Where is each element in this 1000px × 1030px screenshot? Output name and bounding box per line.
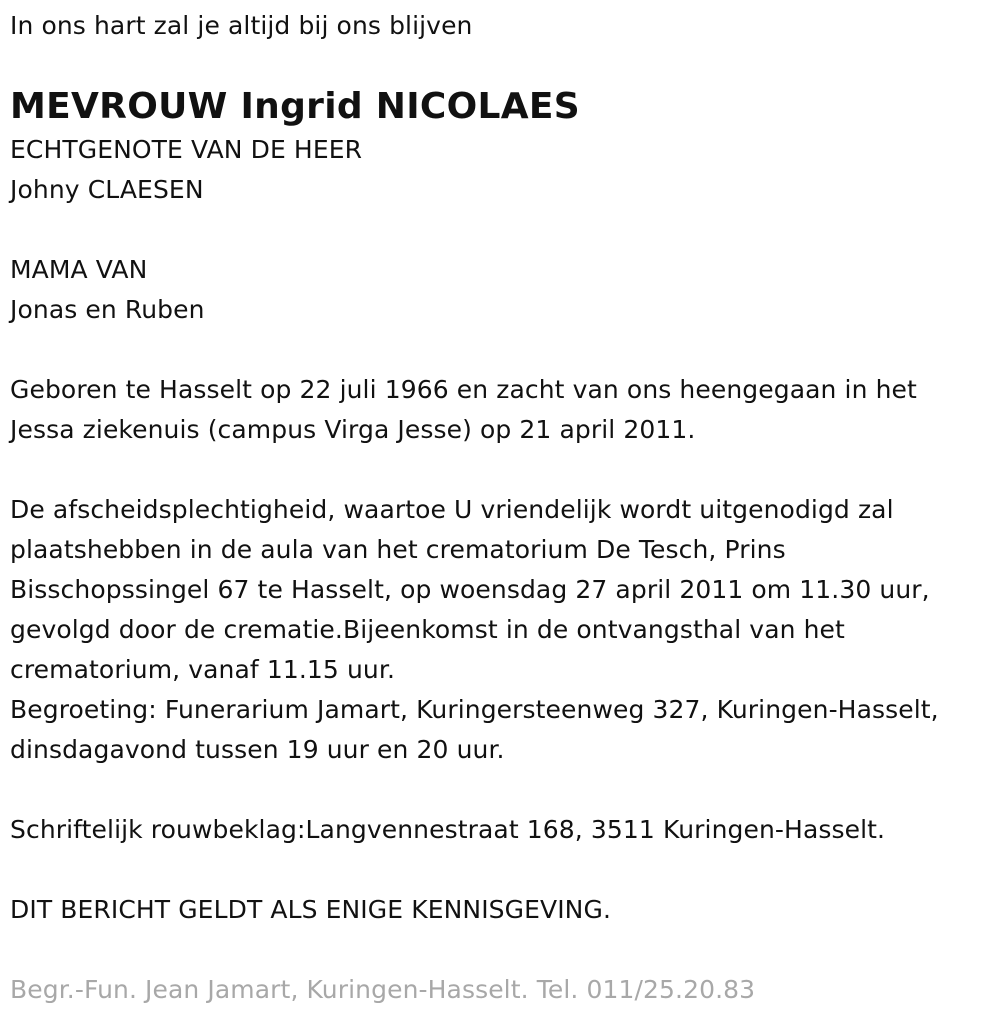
paragraph-line: De afscheidsplechtigheid, waartoe U vriendelijk wordt uitgenodigd zal [10, 495, 894, 524]
spacer [10, 450, 995, 490]
tagline: In ons hart zal je altijd bij ons blijven [10, 11, 473, 40]
ceremony-paragraph [10, 490, 995, 770]
spacer [10, 330, 995, 370]
condolences-address: Schriftelijk rouwbeklag:Langvennestraat 168, 3511 Kuringen-Hasselt. [10, 815, 886, 844]
funeral-home-footer: Begr.-Fun. Jean Jamart, Kuringen-Hasselt. Tel. 011/25.20.83 [10, 975, 756, 1004]
notice-text: DIT BERICHT GELDT ALS ENIGE KENNISGEVING. [10, 895, 611, 924]
obituary-notice [10, 8, 995, 1010]
spacer [10, 930, 995, 970]
spouse-name: Johny CLAESEN [10, 175, 204, 204]
spacer [10, 770, 995, 810]
children-names: Jonas en Ruben [10, 295, 205, 324]
spouse-title: ECHTGENOTE VAN DE HEER [10, 135, 363, 164]
children-title: MAMA VAN [10, 255, 148, 284]
paragraph-line: gevolgd door de crematie.Bijeenkomst in de ontvangsthal van het [10, 615, 845, 644]
paragraph-line: Geboren te Hasselt op 22 juli 1966 en zacht van ons heengegaan in het [10, 375, 917, 404]
paragraph-line: Jessa ziekenuis (campus Virga Jesse) op 21 april 2011. [10, 415, 696, 444]
paragraph-line: plaatshebben in de aula van het crematorium De Tesch, Prins [10, 535, 786, 564]
paragraph-line: crematorium, vanaf 11.15 uur. [10, 655, 396, 684]
paragraph-line: dinsdagavond tussen 19 uur en 20 uur. [10, 735, 505, 764]
paragraph-line: Begroeting: Funerarium Jamart, Kuringersteenweg 327, Kuringen-Hasselt, [10, 695, 939, 724]
spacer [10, 850, 995, 890]
birth-death-paragraph [10, 370, 995, 450]
deceased-name: MEVROUW Ingrid NICOLAES [10, 86, 581, 127]
paragraph-line: Bisschopssingel 67 te Hasselt, op woensdag 27 april 2011 om 11.30 uur, [10, 575, 930, 604]
spacer [10, 210, 995, 250]
